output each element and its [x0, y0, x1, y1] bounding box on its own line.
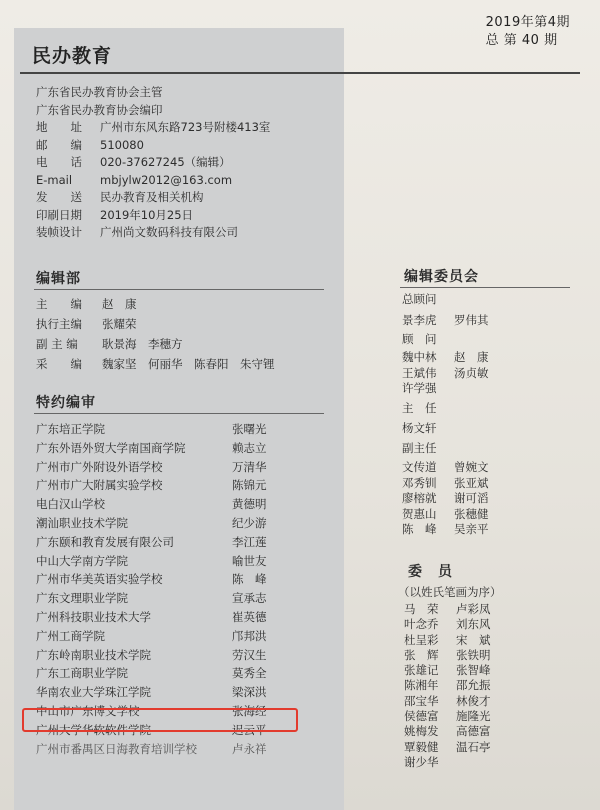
editor-name: 陈 峰 — [232, 572, 267, 587]
editor-school: 广州市广外附设外语学校 — [36, 459, 163, 474]
chief-advisor-names — [402, 312, 506, 329]
editor-name: 喻世友 — [232, 553, 267, 568]
info-value: 2019年10月25日 — [100, 207, 194, 222]
committee-heading: 编辑委员会 — [404, 269, 479, 285]
info-value: 020-37627245（编辑） — [100, 155, 231, 169]
editorial-role: 执行主编 — [36, 317, 82, 331]
name-row — [402, 350, 506, 366]
info-row — [36, 137, 270, 155]
committee-name: 张穗健 — [454, 506, 489, 521]
info-key: 发 送 — [36, 190, 82, 204]
committee-name: 谢可滔 — [454, 491, 489, 505]
name-row — [404, 694, 508, 709]
editor-school: 广州市华美英语实验学校 — [36, 572, 163, 587]
info-key: 地 址 — [36, 120, 82, 134]
editor-name: 崔英德 — [232, 609, 267, 624]
committee-name: 温石亭 — [456, 739, 491, 754]
committee-name: 宋 斌 — [456, 632, 491, 647]
committee-name: 刘东风 — [456, 617, 491, 632]
committee-name: 王斌伟 — [402, 365, 437, 380]
committee-name: 文传道 — [402, 460, 437, 474]
editor-row — [36, 740, 316, 759]
committee-name: 张智峰 — [456, 663, 491, 678]
editor-name: 梁深洪 — [232, 685, 267, 700]
editor-name: 邝邦洪 — [232, 628, 267, 643]
committee-name: 许学强 — [402, 381, 437, 395]
editor-school: 广东外语外贸大学南国商学院 — [36, 440, 186, 455]
committee-name: 张铁明 — [456, 647, 491, 662]
members-note: （以姓氏笔画为序） — [398, 585, 502, 599]
editor-school: 潮汕职业技术学院 — [36, 515, 128, 530]
highlight-box — [22, 708, 298, 732]
name-row — [404, 633, 508, 648]
info-row — [36, 119, 270, 137]
name-row — [402, 460, 506, 476]
committee-name: 杨文轩 — [402, 421, 437, 435]
editor-school: 广州科技职业技术大学 — [36, 609, 151, 624]
editor-row — [36, 627, 316, 646]
committee-name: 景李虎 — [402, 313, 437, 327]
title-divider — [20, 72, 580, 74]
name-row — [402, 522, 506, 538]
committee-divider — [400, 287, 570, 288]
editor-school: 中山市广东博文学校 — [36, 703, 140, 718]
info-value: 510080 — [100, 137, 144, 152]
editor-name: 劳汉生 — [232, 647, 267, 662]
committee-name: 谢少华 — [404, 754, 439, 769]
editor-name: 迟云平 — [232, 722, 267, 737]
publication-info — [36, 84, 270, 242]
committee-name: 陈 峰 — [402, 522, 437, 536]
editor-name: 宣承志 — [232, 591, 267, 606]
committee-name: 卢彩凤 — [456, 602, 491, 616]
editor-row — [36, 683, 316, 702]
editor-name: 莫秀全 — [232, 666, 267, 681]
name-row — [402, 420, 506, 437]
editor-row — [36, 533, 316, 552]
committee-name: 杜呈彩 — [404, 632, 439, 647]
committee-name: 魏中林 — [402, 350, 437, 364]
info-value: 广州尚文数码科技有限公司 — [100, 225, 238, 239]
committee-name: 张雄记 — [404, 663, 439, 678]
editorial-row — [36, 334, 275, 354]
editor-name: 纪少游 — [232, 515, 267, 530]
editor-name: 卢永祥 — [232, 741, 267, 756]
editorial-heading: 编辑部 — [36, 271, 81, 287]
name-row — [402, 507, 506, 523]
issue-line-2: 总 第 40 期 — [485, 33, 558, 48]
committee-name: 张 辉 — [404, 647, 439, 662]
journal-title: 民办教育 — [32, 45, 113, 67]
committee-name: 高德富 — [456, 724, 491, 739]
issue-number — [486, 14, 570, 50]
info-row — [36, 154, 270, 172]
director-names — [402, 420, 506, 437]
info-value: 民办教育及相关机构 — [100, 190, 204, 204]
editorial-row — [36, 294, 275, 314]
editor-name: 赖志立 — [232, 440, 267, 455]
editor-school: 广东岭南职业技术学院 — [36, 647, 151, 662]
name-row — [402, 381, 506, 397]
editorial-names: 赵 康 — [102, 297, 137, 311]
committee-name: 邵宝华 — [404, 693, 439, 708]
editor-school: 广东培正学院 — [36, 422, 105, 436]
editor-school: 广州工商学院 — [36, 628, 105, 643]
special-editors-heading: 特约编审 — [36, 395, 96, 411]
member-names — [404, 602, 508, 770]
editor-school: 广州市广大附属实验学校 — [36, 478, 163, 493]
committee-name: 邵允振 — [456, 678, 491, 693]
name-row — [404, 740, 508, 755]
committee-name: 曾婉文 — [454, 460, 489, 474]
name-row — [404, 755, 508, 770]
special-editors-divider — [34, 413, 324, 414]
info-key: 电 话 — [36, 155, 82, 169]
editor-row — [36, 476, 316, 495]
name-row — [404, 602, 508, 617]
editor-school: 中山大学南方学院 — [36, 553, 128, 568]
name-row — [404, 678, 508, 693]
editor-name: 张曙光 — [232, 422, 267, 436]
editorial-names: 耿景海 李穗方 — [102, 337, 183, 351]
name-row — [404, 617, 508, 632]
editor-school: 华南农业大学珠江学院 — [36, 685, 151, 700]
editor-row — [36, 420, 316, 439]
editor-row — [36, 514, 316, 533]
editor-row — [36, 664, 316, 683]
editor-name: 黄德明 — [232, 497, 267, 512]
committee-name: 罗伟其 — [454, 313, 489, 327]
editor-school: 广州市番禺区日海教育培训学校 — [36, 741, 197, 756]
chief-advisor-title: 总顾问 — [402, 292, 437, 306]
name-row — [402, 366, 506, 382]
committee-name: 邓秀钏 — [402, 475, 437, 490]
editor-school: 广东工商职业学院 — [36, 666, 128, 681]
info-row — [36, 84, 270, 102]
editor-row — [36, 495, 316, 514]
editor-school: 广东颐和教育发展有限公司 — [36, 534, 174, 549]
name-row — [402, 476, 506, 492]
vice-director-names — [402, 460, 506, 538]
committee-name: 张亚斌 — [454, 475, 489, 490]
editor-name: 张海经 — [232, 703, 267, 718]
name-row — [404, 709, 508, 724]
editorial-row — [36, 354, 275, 374]
editorial-names: 魏家坚 何丽华 陈春阳 朱守锂 — [102, 357, 275, 371]
editor-row — [36, 439, 316, 458]
editor-school: 广东文理职业学院 — [36, 591, 128, 606]
editor-row — [36, 646, 316, 665]
committee-name: 吴亲平 — [454, 522, 489, 536]
editor-row — [36, 608, 316, 627]
committee-name: 廖榕就 — [402, 491, 437, 505]
committee-name: 覃毅健 — [404, 739, 439, 754]
editorial-role: 采 编 — [36, 357, 82, 371]
committee-name: 林俊才 — [456, 693, 491, 708]
editorial-list — [36, 294, 275, 374]
editor-row — [36, 458, 316, 477]
info-value: mbjylw2012@163.com — [100, 172, 233, 187]
editorial-role: 副 主 编 — [36, 337, 78, 351]
editor-name: 李江莲 — [232, 534, 267, 549]
committee-name: 施隆光 — [456, 709, 491, 724]
info-row — [36, 102, 270, 120]
committee-name: 贺惠山 — [402, 506, 437, 521]
info-row — [36, 172, 270, 190]
committee-name: 汤贞敏 — [454, 365, 489, 380]
editor-school: 电白汉山学校 — [36, 497, 105, 512]
editor-school: 广州大学华软软件学院 — [36, 722, 151, 737]
committee-name: 赵 康 — [454, 350, 489, 364]
vice-director-title: 副主任 — [402, 441, 437, 455]
advisor-names — [402, 350, 506, 397]
issue-line-1: 2019年第4期 — [485, 15, 570, 30]
committee-name: 叶念乔 — [404, 617, 439, 632]
editor-row — [36, 570, 316, 589]
info-text: 广东省民办教育协会主管 — [36, 85, 163, 99]
name-row — [402, 312, 506, 329]
info-key: E-mail — [36, 172, 73, 187]
committee-name: 姚梅发 — [404, 724, 439, 739]
info-text: 广东省民办教育协会编印 — [36, 102, 163, 117]
editorial-role: 主 编 — [36, 297, 82, 311]
info-row — [36, 189, 270, 207]
editor-name: 陈锦元 — [232, 478, 267, 493]
editorial-names: 张耀荣 — [102, 317, 137, 331]
name-row — [404, 648, 508, 663]
committee-name: 马 荣 — [404, 602, 439, 616]
committee-name: 陈湘年 — [404, 678, 439, 693]
editor-row — [36, 552, 316, 571]
info-key: 印刷日期 — [36, 207, 82, 222]
editor-name: 万清华 — [232, 459, 267, 474]
info-row — [36, 207, 270, 225]
info-key: 装帧设计 — [36, 225, 82, 239]
name-row — [404, 724, 508, 739]
committee-name: 侯德富 — [404, 709, 439, 724]
editorial-divider — [34, 289, 324, 290]
info-key: 邮 编 — [36, 137, 82, 152]
info-row — [36, 224, 270, 242]
editorial-row — [36, 314, 275, 334]
info-value: 广州市东风东路723号附楼413室 — [100, 120, 271, 134]
name-row — [402, 491, 506, 507]
name-row — [404, 663, 508, 678]
editor-row — [36, 589, 316, 608]
director-title: 主 任 — [402, 401, 437, 415]
members-title: 委 员 — [408, 564, 453, 580]
advisor-title: 顾 问 — [402, 332, 437, 346]
